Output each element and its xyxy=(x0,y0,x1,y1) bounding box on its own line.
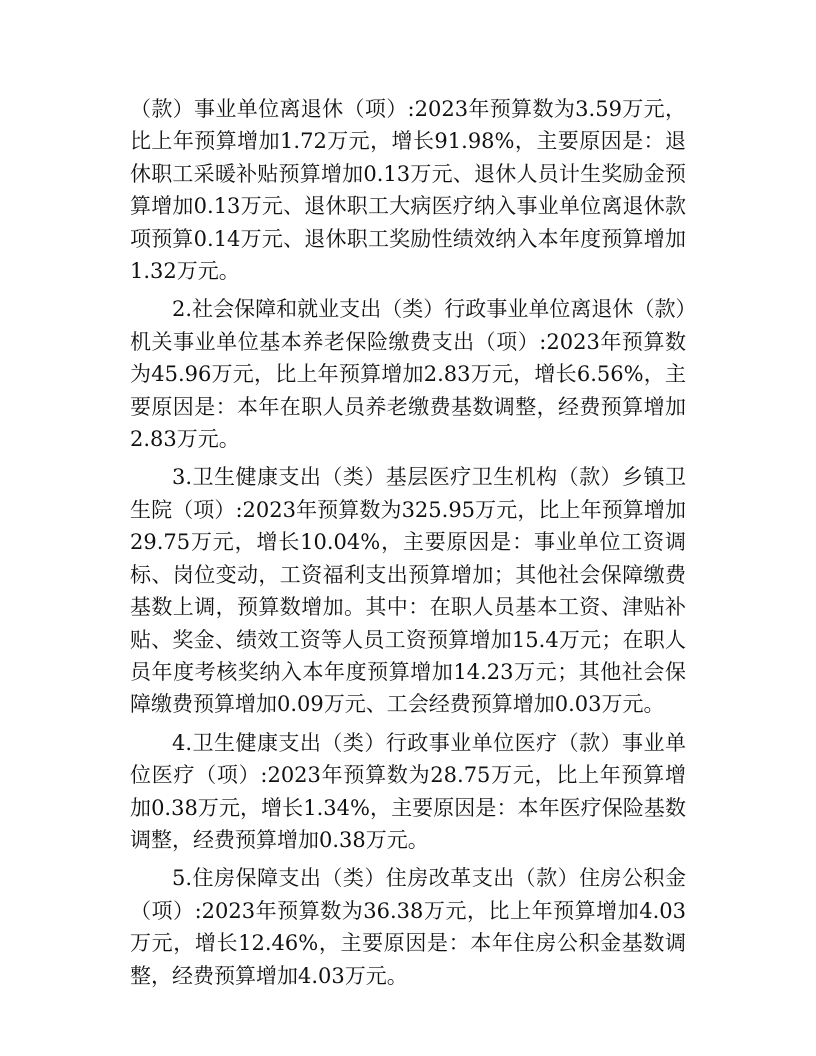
paragraph-township-health-center: 3.卫生健康支出（类）基层医疗卫生机构（款）乡镇卫生院（项）:2023年预算数为325.95万元，比上年预算增加29.75万元，增长10.04%，主要原因是：事业单位工资调标、岗位变动，工资福利支出预算增加；其他社会保障缴费基数上调，预算数增加。其中：在职人员基本工资、津贴补贴、奖金、绩效工资等人员工资预算增加15.4万元；在职人员年度考核奖纳入本年度预算增加14.23万元；其他社会保障缴费预算增加0.09万元、工会经费预算增加0.03万元。 xyxy=(130,465,686,717)
paragraph-retiree-institution: （款）事业单位离退休（项）:2023年预算数为3.59万元，比上年预算增加1.72万元，增长91.98%，主要原因是：退休职工采暖补贴预算增加0.13万元、退休人员计生奖励金预算增加0.13万元、退休职工大病医疗纳入事业单位离退休款项预算0.14万元、退休职工奖励性绩效纳入本年度预算增加1.32万元。 xyxy=(130,97,686,284)
document-body xyxy=(130,93,686,998)
paragraph-institution-medical: 4.卫生健康支出（类）行政事业单位医疗（款）事业单位医疗（项）:2023年预算数为28.75万元，比上年预算增加0.38万元，增长1.34%，主要原因是：本年医疗保险基数调整，经费预算增加0.38万元。 xyxy=(130,730,686,852)
paragraph-housing-fund: 5.住房保障支出（类）住房改革支出（款）住房公积金（项）:2023年预算数为36.38万元，比上年预算增加4.03万元，增长12.46%，主要原因是：本年住房公积金基数调整，经费预算增加4.03万元。 xyxy=(130,866,686,988)
paragraph-pension-insurance: 2.社会保障和就业支出（类）行政事业单位离退休（款）机关事业单位基本养老保险缴费支出（项）:2023年预算数为45.96万元，比上年预算增加2.83万元，增长6.56%，主要原因是：本年在职人员养老缴费基数调整，经费预算增加2.83万元。 xyxy=(130,297,686,452)
